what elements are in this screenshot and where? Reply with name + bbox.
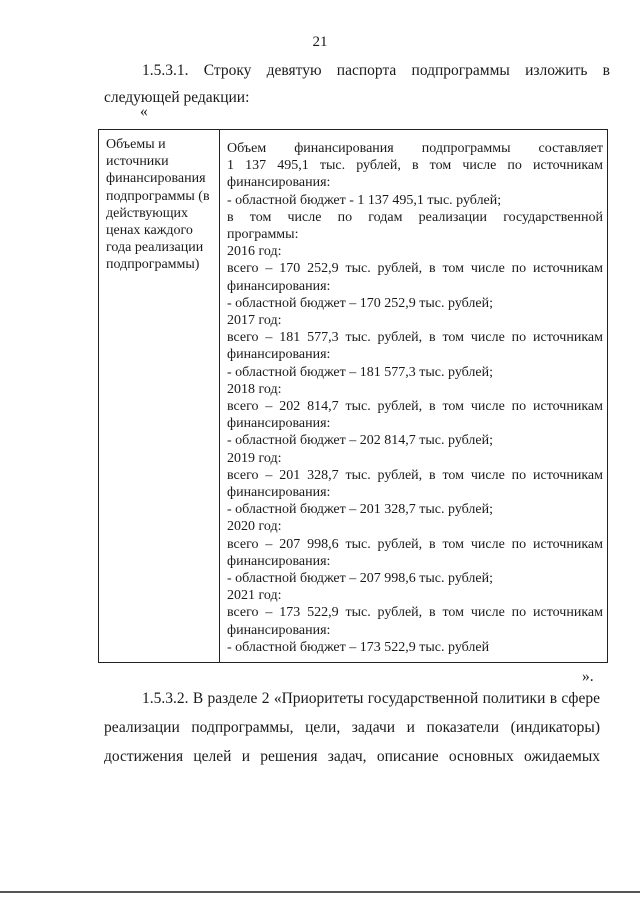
page-number: 21 (312, 34, 328, 50)
paragraph-line: достижения целей и решения задач, описание основных ожидаемых (104, 748, 600, 765)
paragraph-line: реализации подпрограммы, цели, задачи и показатели (индикаторы) (104, 719, 600, 736)
table-line: финансирования: (227, 347, 331, 363)
table-line: в том числе по годам реализации государственной (227, 209, 603, 225)
table-line: 2019 год: (227, 450, 282, 466)
table-line: 2016 год: (227, 244, 282, 260)
table-line: 2017 год: (227, 313, 282, 329)
amendment-paragraph-1 (104, 57, 610, 111)
table-value-cell (227, 140, 603, 656)
column-divider (219, 130, 220, 662)
table-line: - областной бюджет – 173 522,9 тыс. рублей (227, 639, 490, 655)
table-line: всего – 207 998,6 тыс. рублей, в том числе по источникам (227, 536, 603, 552)
table-line: финансирования: (227, 622, 331, 638)
paragraph-line: следующей редакции: (104, 89, 250, 106)
table-line: - областной бюджет – 207 998,6 тыс. рублей; (227, 571, 493, 587)
table-line: 2020 год: (227, 519, 282, 535)
table-line: всего – 202 814,7 тыс. рублей, в том числе по источникам (227, 399, 603, 415)
table-line: всего – 181 577,3 тыс. рублей, в том числе по источникам (227, 330, 603, 346)
opening-quote: « (140, 103, 148, 120)
table-line: - областной бюджет – 170 252,9 тыс. рублей; (227, 295, 493, 311)
table-line: - областной бюджет - 1 137 495,1 тыс. рублей; (227, 192, 502, 208)
table-line: - областной бюджет – 201 328,7 тыс. рублей; (227, 502, 493, 518)
funding-table (98, 129, 608, 663)
table-line: финансирования: (227, 485, 331, 501)
table-line: 1 137 495,1 тыс. рублей, в том числе по источникам (227, 158, 603, 174)
paragraph-line: 1.5.3.2. В разделе 2 «Приоритеты государственной политики в сфере (142, 690, 600, 707)
paragraph-line: 1.5.3.1. Строку девятую паспорта подпрограммы изложить в (142, 62, 610, 79)
table-line: всего – 201 328,7 тыс. рублей, в том числе по источникам (227, 467, 603, 483)
table-line: 2021 год: (227, 588, 282, 604)
table-line: всего – 173 522,9 тыс. рублей, в том числе по источникам (227, 605, 603, 621)
table-line: финансирования: (227, 553, 331, 569)
table-line: всего – 170 252,9 тыс. рублей, в том числе по источникам (227, 261, 603, 277)
closing-quote: ». (582, 668, 594, 685)
table-line: финансирования: (227, 175, 331, 191)
table-line: финансирования: (227, 416, 331, 432)
table-line: Объем финансирования подпрограммы составляет (227, 141, 603, 156)
table-line: - областной бюджет – 202 814,7 тыс. рублей; (227, 433, 493, 449)
amendment-paragraph-2 (104, 684, 600, 771)
table-line: - областной бюджет – 181 577,3 тыс. рублей; (227, 364, 493, 380)
page-bottom-edge (0, 891, 640, 893)
table-line: финансирования: (227, 278, 331, 294)
table-line: 2018 год: (227, 381, 282, 397)
table-label-cell: Объемы и источники финансирования подпрограммы (в действующих ценах каждого года реализации подпрограммы) (106, 137, 210, 273)
table-line: программы: (227, 227, 299, 243)
